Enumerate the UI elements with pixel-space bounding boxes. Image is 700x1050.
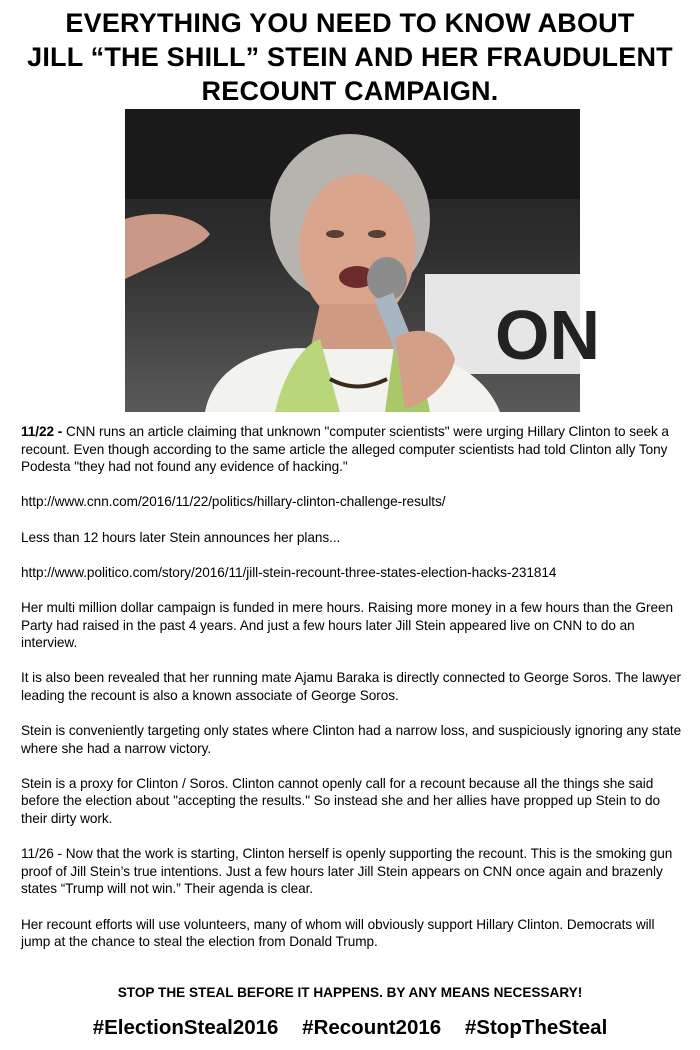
- paragraph-6: Stein is a proxy for Clinton / Soros. Clinton cannot openly call for a recount because all the things she said before the election about "accepting the results." So instead she and her allies have propped up Stein to do their dirty work.: [21, 775, 661, 827]
- paragraph-1: [21, 423, 686, 476]
- hashtag-2: #Recount2016: [302, 1016, 442, 1039]
- speaker-photo: [125, 109, 600, 412]
- paragraph-7: 11/26 - Now that the work is starting, Clinton herself is openly supporting the recount. This is the smoking gun proof of Jill Stein’s true intentions. Just a few hours later Jill Stein appears on CNN once again and brazenly states “Trump will not win.” Their agenda is clear.: [21, 846, 673, 897]
- paragraph-1-text: CNN runs an article claiming that unknown "computer scientists" were urging Hillary Clinton to seek a recount. Even though according to the same article the alleged computer scientists had told Clinton ally Tony Podesta "they had not found any evidence of hacking.": [21, 424, 669, 475]
- hashtag-3: #StopTheSteal: [464, 1016, 608, 1039]
- paragraph-8: Her recount efforts will use volunteers, many of whom will obviously support Hillary Clinton. Democrats will jump at the chance to steal the election from Donald Trump.: [21, 916, 655, 950]
- link-politico: http://www.politico.com/story/2016/11/jill-stein-recount-three-states-election-hacks-231814: [21, 564, 557, 580]
- hashtag-1: #ElectionSteal2016: [92, 1016, 279, 1039]
- headline: [0, 6, 700, 108]
- paragraph-2: Less than 12 hours later Stein announces her plans...: [21, 529, 341, 545]
- headline-line-1: EVERYTHING YOU NEED TO KNOW ABOUT: [65, 8, 635, 38]
- speaker-photo-illustration: [125, 109, 600, 412]
- headline-line-2: JILL “THE SHILL” STEIN AND HER FRAUDULENT: [27, 42, 673, 72]
- stop-line: STOP THE STEAL BEFORE IT HAPPENS. BY ANY MEANS NECESSARY!: [117, 985, 583, 1000]
- headline-line-3: RECOUNT CAMPAIGN.: [201, 76, 499, 106]
- paragraph-5: Stein is conveniently targeting only states where Clinton had a narrow loss, and suspiciously ignoring any state where she had a narrow victory.: [21, 723, 682, 756]
- paragraph-3: Her multi million dollar campaign is funded in mere hours. Raising more money in a few hours than the Green Party had raised in the past 4 years. And just a few hours later Jill Stein appeared live on CNN to do an interview.: [21, 599, 673, 651]
- article-body: [21, 423, 686, 968]
- paragraph-4: It is also been revealed that her running mate Ajamu Baraka is directly connected to George Soros. The lawyer leading the recount is also a known associate of George Soros.: [21, 670, 682, 703]
- link-cnn: http://www.cnn.com/2016/11/22/politics/hillary-clinton-challenge-results/: [21, 494, 446, 510]
- sign-text: ON: [495, 296, 600, 374]
- hashtags: [0, 1016, 700, 1040]
- date-label: 11/22 -: [21, 424, 63, 439]
